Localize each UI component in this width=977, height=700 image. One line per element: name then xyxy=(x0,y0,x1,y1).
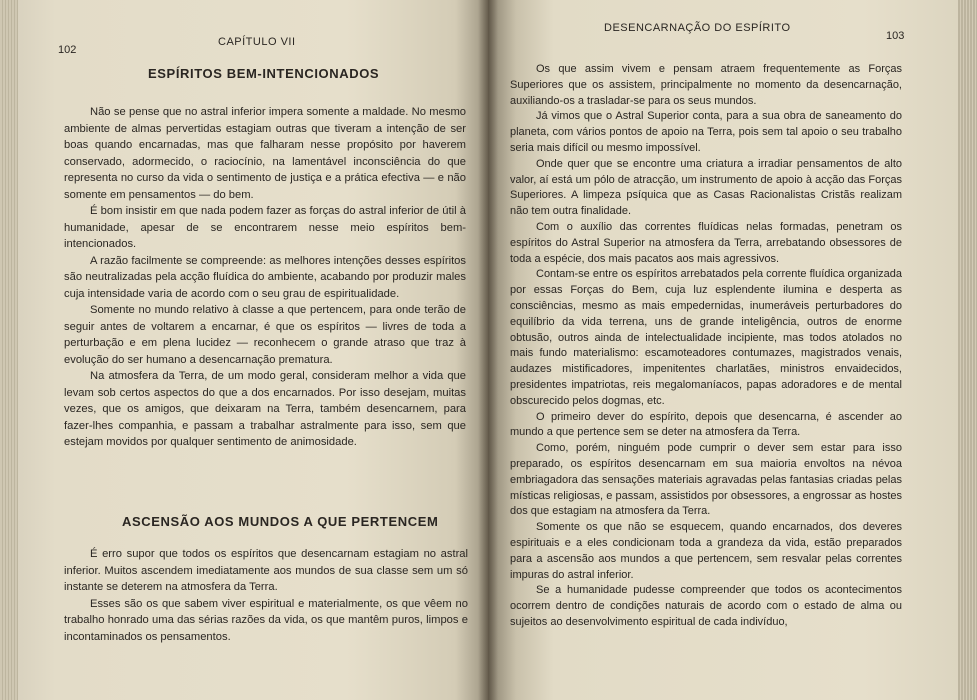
paragraph: Com o auxílio das correntes fluídicas nelas formadas, penetram os espíritos do Astral Superior na atmosfera da Terra, arrebatando obsessores de toda a espécie, dos mais pacatos aos mais agressivos. xyxy=(510,220,902,265)
left-page xyxy=(18,0,488,700)
paragraph: Onde quer que se encontre uma criatura a irradiar pensamentos de alto valor, aí está um pólo de atracção, um instrumento de apoio à acção das Forças Superiores. A limpeza psíquica que as Casas Racionalistas Cristãs realizam não tem outra finalidade. xyxy=(510,157,902,218)
paragraph: Somente os que não se esquecem, quando encarnados, dos deveres espirituais e a eles condicionam toda a grandeza da vida, estão preparados para a ascensão aos mundos a que pertencem, sem resvalar pelas correntes impuras do astral inferior. xyxy=(510,521,902,581)
book-gutter-shadow xyxy=(478,0,498,700)
page-number-right: 103 xyxy=(886,30,905,42)
paragraph: Somente no mundo relativo à classe a que pertencem, para onde terão de seguir antes de voltarem a encarnar, é que os espíritos — livres de toda a perturbação e em plena lucidez — reconhecem o grande atraso que traz à evolução do ser humano a desencarnação prematura. xyxy=(64,304,466,366)
paragraph: Na atmosfera da Terra, de um modo geral, consideram melhor a vida que levam sob certos aspectos do que a dos encarnados. Por isso desejam, muitas vezes, que os amigos, que deixaram na Terra, também desencarnem, para fazer-lhes companhia, e passam a trabalhar astralmente para isso, sem que estejam movidos por qualquer sentimento de animosidade. xyxy=(64,370,466,448)
right-page-edges xyxy=(958,0,977,700)
heading-ascensao-aos-mundos: ASCENSÃO AOS MUNDOS A QUE PERTENCEM xyxy=(122,514,439,529)
paragraph: Como, porém, ninguém pode cumprir o dever sem estar para isso preparado, os espíritos desencarnam em sua maioria envoltos na névoa embriagadora das sensações materiais agravadas pelas fantasias criadas pelas místicas religiosas, e passam, assistidos por obsessores, a engrossar as hostes dos que estagiam na atmosfera da Terra. xyxy=(510,442,902,518)
right-page xyxy=(488,0,958,700)
paragraph: Esses são os que sabem viver espiritual e materialmente, os que vêem no trabalho honrado uma das sérias razões da vida, os que mantêm puros, limpos e incontaminados os pensamentos. xyxy=(64,597,468,643)
heading-espiritos-bem-intencionados: ESPÍRITOS BEM-INTENCIONADOS xyxy=(148,66,380,81)
paragraph: É bom insistir em que nada podem fazer as forças do astral inferior de útil à humanidade, apesar de se encontrarem nesse meio espíritos bem-intencionados. xyxy=(64,205,466,250)
paragraph: O primeiro dever do espírito, depois que desencarna, é ascender ao mundo a que pertence sem se deter na atmosfera da Terra. xyxy=(510,410,902,439)
paragraph: Já vimos que o Astral Superior conta, para a sua obra de saneamento do planeta, com vários pontos de apoio na Terra, pois sem tal apoio o seu trabalho seria mais difícil ou mesmo impossível. xyxy=(510,110,902,154)
paragraph: Contam-se entre os espíritos arrebatados pela corrente fluídica organizada por essas Forças do Bem, cuja luz esplendente ilumina e desperta as consciências, mesmo as mais empedernidas, inumeráveis perturbadores do equilíbrio da vida terrena, uns de grande inteligência, outros de enorme obtusão, outros ainda de intelectualidade incipiente, mas todos atolados no mais fundo materialismo: escamoteadores contumazes, magistrados venais, audazes mistificadores, impenitentes charlatães, ministros envaidecidos, presidentes impatriotas, reis megalomaníacos, papas adoradores e de mental obscurecido pelos dogmas, etc. xyxy=(510,268,902,407)
running-head-right: DESENCARNAÇÃO DO ESPÍRITO xyxy=(604,22,791,34)
section-2-body xyxy=(64,546,468,645)
paragraph: Se a humanidade pudesse compreender que todos os acontecimentos ocorrem dentro de condições naturais de acordo com o estado de alma ou sujeitos ao desenvolvimento espiritual de cada indivíduo, xyxy=(510,584,902,628)
running-head-left: CAPÍTULO VII xyxy=(218,36,296,48)
paragraph: Não se pense que no astral inferior impera somente a maldade. No mesmo ambiente de almas pervertidas estagiam outras que tiveram a intenção de ser boas quando encarnadas, mas que falharam nesse propósito por haverem conservado, adormecido, o raciocínio, na lamentável inconsciência do que representa no curso da vida o sentimento de justiça e a prática efectiva — e não somente em pensamentos — do bem. xyxy=(64,106,466,201)
page-number-left: 102 xyxy=(58,44,77,56)
paragraph: A razão facilmente se compreende: as melhores intenções desses espíritos são neutralizadas pela acção fluídica do ambiente, acabando por produzir males cuja intensidade varia de acordo com o seu grau de espiritualidade. xyxy=(64,254,466,300)
paragraph: Os que assim vivem e pensam atraem frequentemente as Forças Superiores que os assistem, principalmente no momento da desencarnação, auxiliando-os a trasladar-se para os seus mundos. xyxy=(510,63,902,107)
left-page-edges xyxy=(0,0,18,700)
right-page-body xyxy=(510,62,902,631)
section-1-body xyxy=(64,104,466,451)
paragraph: É erro supor que todos os espíritos que desencarnam estagiam no astral inferior. Muitos ascendem imediatamente aos mundos de sua classe sem um só instante se deterem na atmosfera da Terra. xyxy=(64,548,468,593)
